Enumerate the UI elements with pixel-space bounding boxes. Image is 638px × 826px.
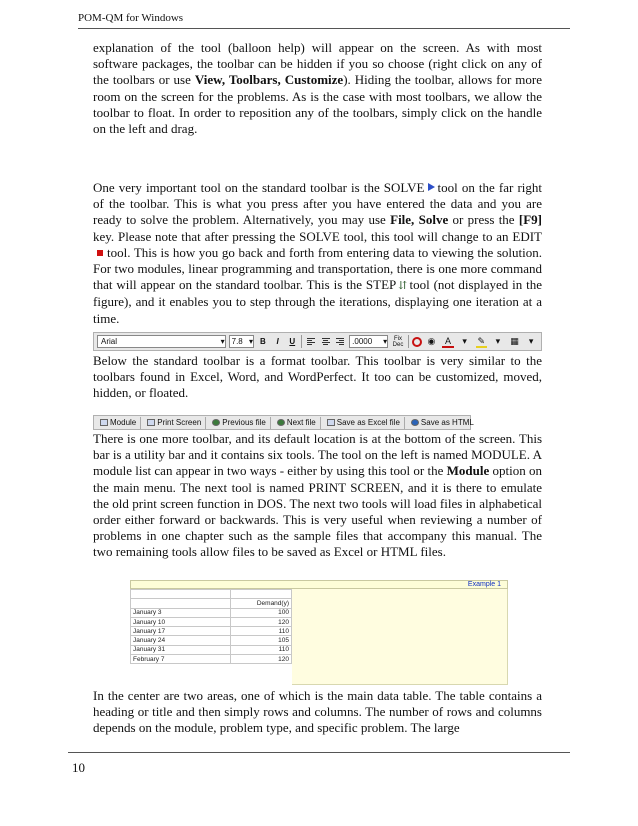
color-wheel-icon[interactable]: ◉ (427, 335, 436, 346)
paragraph-data-table: In the center are two areas, one of which is the main data table. The table contains a heading or title and then simply rows and columns. The number of rows and columns depends on the module, problem type, and specific problem. The large (93, 688, 542, 736)
table-row (131, 636, 292, 645)
chevron-down-icon[interactable]: ▾ (462, 335, 467, 346)
paragraph-balloon-help (93, 40, 542, 137)
utility-toolbar (93, 415, 474, 430)
align-center-button[interactable] (320, 335, 332, 348)
next-file-icon (277, 419, 285, 426)
font-size-value: 7.8 (231, 337, 243, 346)
column-header[interactable]: Demand(y) (230, 599, 291, 608)
paragraph-solve-tool (93, 180, 542, 327)
module-button-label: Module (110, 418, 137, 427)
row-label[interactable]: February 7 (131, 655, 231, 664)
font-size-select[interactable] (229, 335, 254, 348)
p2-text-6: tool (not displayed in the figure), and it enables you to step through the iterations, displaying one iteration at a time. (93, 277, 543, 326)
toolbar-separator (301, 335, 302, 348)
previous-file-button-label: Previous file (222, 418, 266, 427)
edit-icon (97, 250, 103, 256)
chevron-down-icon: ▾ (220, 337, 225, 346)
fill-color-button[interactable]: ✎ (475, 336, 489, 348)
p4-text-2: option on the main menu. The next tool is named PRINT SCREEN, and it is there to emulate the old print screen function in DOS. The next two tools will load files in alphabetical order either forward or backwards. This is very useful when reviewing a number of problems in one chapter such as the sample files that accompany this manual. The two remaining tools allow files to be saved as Excel or HTML files. (93, 463, 542, 560)
table-cell[interactable] (230, 590, 291, 599)
print-screen-button[interactable] (143, 417, 206, 429)
p2-bold-2: [F9] (518, 212, 542, 228)
excel-icon (327, 419, 335, 426)
paragraph-utility-toolbar (93, 431, 542, 561)
table-row (131, 617, 292, 626)
zero-icon[interactable] (412, 337, 422, 347)
table-header-row (131, 599, 292, 608)
save-as-html-button-label: Save as HTML (420, 418, 474, 427)
save-as-html-button[interactable] (407, 417, 478, 429)
format-toolbar (93, 332, 542, 351)
font-select-value: Arial (101, 337, 118, 346)
save-as-excel-button[interactable] (323, 417, 405, 429)
next-file-button-label: Next file (286, 418, 316, 427)
print-screen-button-label: Print Screen (157, 418, 202, 427)
row-value[interactable]: 110 (230, 645, 291, 654)
bold-button[interactable]: B (260, 337, 266, 346)
data-title-bar[interactable]: Example 1 (130, 580, 508, 589)
p1-bold-1: View, Toolbars, Customize (194, 72, 344, 88)
underline-button[interactable]: U (289, 337, 296, 346)
print-icon (147, 419, 155, 426)
previous-file-button[interactable] (208, 417, 271, 429)
fix-decimals-button[interactable]: Fix Dec (392, 335, 404, 348)
page-number: 10 (72, 760, 85, 775)
previous-file-icon (212, 419, 220, 426)
save-as-excel-button-label: Save as Excel file (336, 418, 400, 427)
p1-text-2: ). Hiding the toolbar, allows for more room on the screen for the problems. As is the case with most toolbars, we allow the toolbar to float. In order to reposition any of the toolbars, simply click on the handle on the left and drag. (93, 72, 543, 137)
footer-rule (68, 752, 570, 753)
table-cell[interactable] (131, 590, 231, 599)
p2-text-2: tool on the far right of the toolbar. This is what you press after you have entered the data and you are ready to solve the problem. Alternatively, you may use (93, 180, 542, 228)
row-value[interactable]: 120 (230, 617, 291, 626)
step-icon: ⇵ (398, 280, 408, 293)
solve-icon (428, 183, 435, 191)
toolbar-separator (408, 335, 409, 348)
row-value[interactable]: 105 (230, 636, 291, 645)
align-right-button[interactable] (334, 335, 346, 348)
p1-text-1: explanation of the tool (balloon help) will appear on the screen. As with most software packages, the toolbar can be hidden if you so choose (right click on any of the toolbars or use (93, 40, 542, 88)
p2-text-5: tool. This is how you go back and forth from entering data to viewing the solution. For two modules, linear programming and transportation, there is one more command that will appear on the standard toolbar. This is the STEP (93, 244, 542, 293)
align-left-button[interactable] (305, 335, 317, 348)
module-button[interactable] (96, 417, 141, 429)
table-row (131, 645, 292, 654)
italic-button[interactable]: I (276, 337, 279, 346)
paragraph-format-toolbar: Below the standard toolbar is a format toolbar. This toolbar is very similar to the toolbars found in Excel, Word, and WordPerfect. It too can be customized, moved, hidden, or floated. (93, 353, 542, 401)
table-cell[interactable] (131, 599, 231, 608)
row-value[interactable]: 100 (230, 608, 291, 617)
table-row (131, 608, 292, 617)
data-table (130, 589, 292, 664)
module-icon (100, 419, 108, 426)
table-row (131, 627, 292, 636)
p2-text-1: One very important tool on the standard toolbar is the SOLVE (93, 180, 425, 195)
table-row (131, 590, 292, 599)
table-row (131, 655, 292, 664)
row-label[interactable]: January 31 (131, 645, 231, 654)
next-file-button[interactable] (273, 417, 321, 429)
p4-bold-1: Module (446, 463, 490, 479)
row-value[interactable]: 110 (230, 627, 291, 636)
header-rule (78, 28, 570, 29)
p2-bold-1: File, Solve (390, 212, 449, 228)
decimals-select[interactable] (349, 335, 388, 348)
p2-text-4: key. Please note that after pressing the SOLVE tool, this tool will change to an EDIT (93, 228, 542, 244)
font-color-button[interactable]: A (441, 336, 455, 348)
chevron-down-icon[interactable]: ▾ (528, 335, 534, 346)
p2-text-3: or press the (448, 212, 519, 228)
row-label[interactable]: January 24 (131, 636, 231, 645)
chevron-down-icon[interactable]: ▾ (495, 335, 501, 346)
data-side-panel (292, 589, 508, 685)
font-select[interactable] (97, 335, 226, 348)
decimals-value: .0000 (352, 337, 373, 346)
data-area (130, 580, 508, 685)
p4-text-1: There is one more toolbar, and its default location is at the bottom of the screen. This bar is a utility bar and it contains six tools. The tool on the left is named MODULE. A module list can appear in two ways - either by using this tool or the (93, 431, 542, 479)
running-header: POM-QM for Windows (78, 12, 184, 24)
globe-icon (411, 419, 419, 426)
chevron-down-icon: ▾ (383, 337, 388, 346)
row-label[interactable]: January 17 (131, 627, 231, 636)
chevron-down-icon: ▾ (249, 337, 254, 346)
row-value[interactable]: 120 (230, 655, 291, 664)
borders-button[interactable]: ▦ (510, 335, 519, 346)
row-label[interactable]: January 10 (131, 617, 231, 626)
row-label[interactable]: January 3 (131, 608, 231, 617)
